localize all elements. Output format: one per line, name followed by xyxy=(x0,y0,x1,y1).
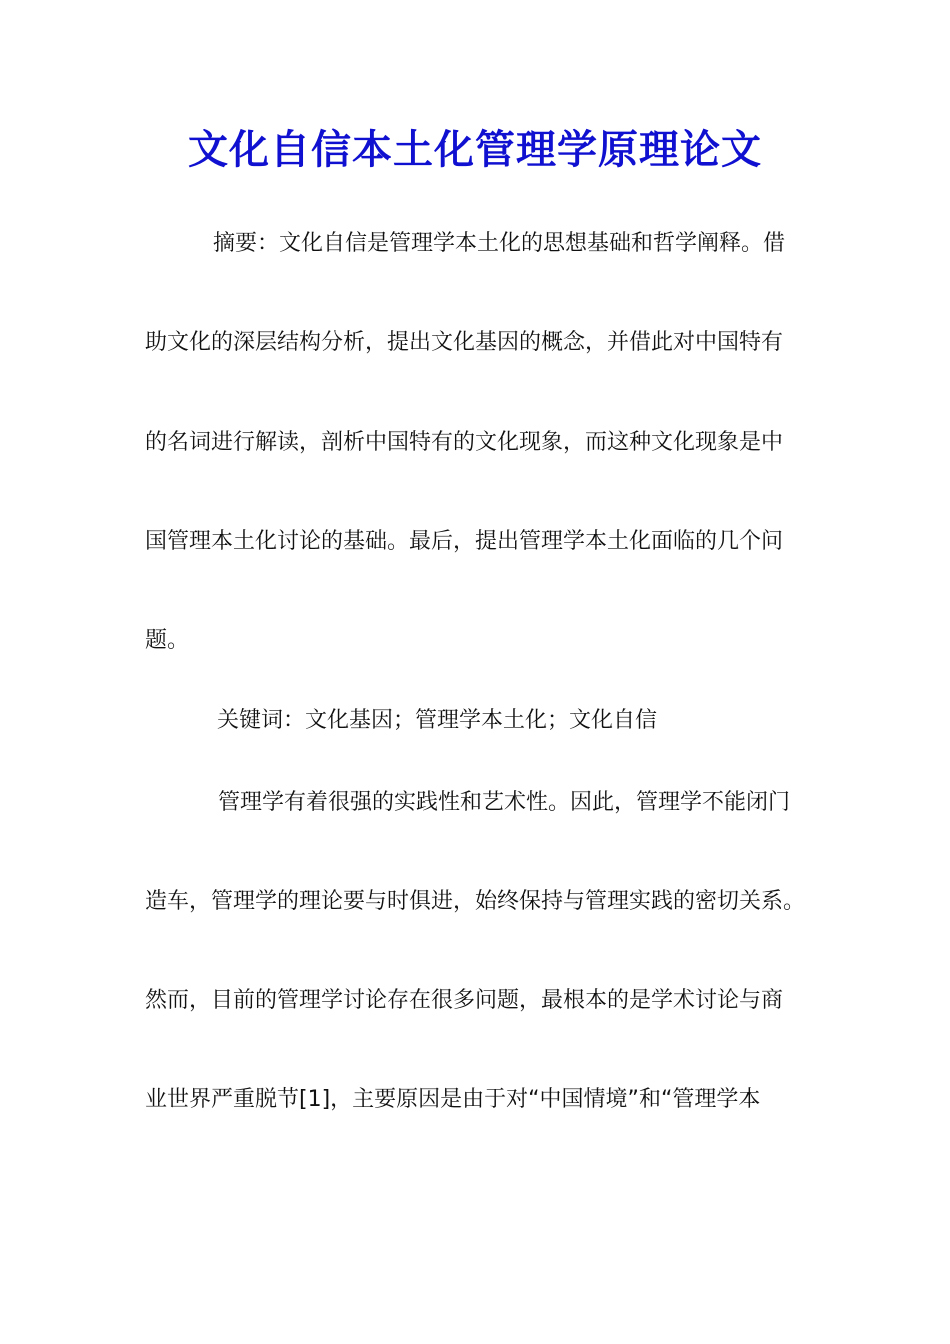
body-line-1: 管理学有着很强的实践性和艺术性。因此，管理学不能闭门 xyxy=(218,790,791,815)
document-title: 文化自信本土化管理学原理论文 xyxy=(188,126,762,173)
abstract-line-5: 题。 xyxy=(145,628,190,653)
body-line-4: 业世界严重脱节[1]，主要原因是由于对“中国情境”和“管理学本 xyxy=(145,1087,761,1112)
body-line-3: 然而，目前的管理学讨论存在很多问题，最根本的是学术讨论与商 xyxy=(145,988,784,1013)
abstract-line-2: 助文化的深层结构分析，提出文化基因的概念，并借此对中国特有 xyxy=(145,330,784,355)
body-line-2: 造车，管理学的理论要与时俱进，始终保持与管理实践的密切关系。 xyxy=(145,889,806,914)
keywords-line: 关键词：文化基因；管理学本土化；文化自信 xyxy=(217,708,658,733)
abstract-line-4: 国管理本土化讨论的基础。最后，提出管理学本土化面临的几个问 xyxy=(145,529,784,554)
abstract-line-1: 摘要：文化自信是管理学本土化的思想基础和哲学阐释。借 xyxy=(213,231,786,256)
abstract-line-3: 的名词进行解读，剖析中国特有的文化现象，而这种文化现象是中 xyxy=(145,430,784,455)
